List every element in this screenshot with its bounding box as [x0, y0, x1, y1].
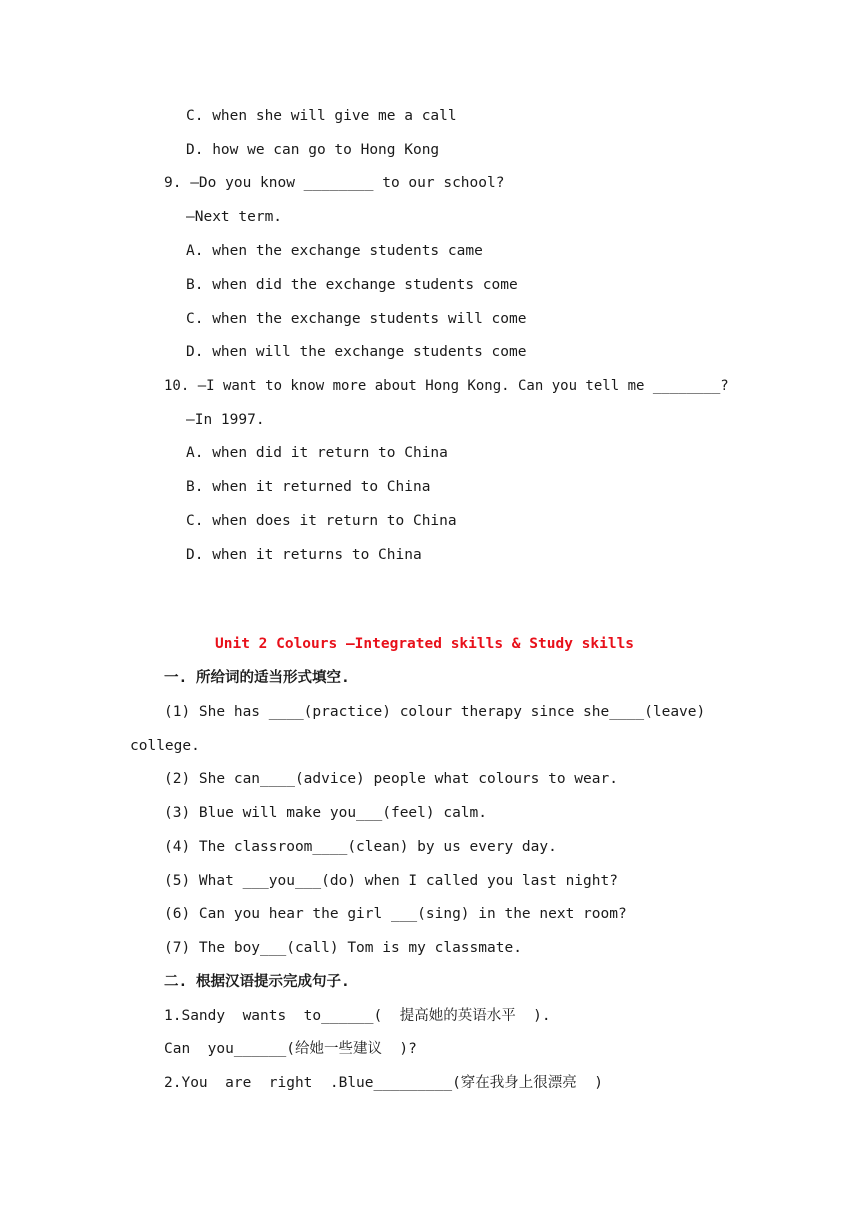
section-2-heading: 二. 根据汉语提示完成句子. — [164, 974, 350, 990]
q10-option-d: D. when it returns to China — [186, 547, 422, 563]
s2-item-2: 2.You are right .Blue_________(穿在我身上很漂亮 ) — [164, 1075, 603, 1091]
q9-question: 9. —Do you know ________ to our school? — [164, 175, 505, 191]
s1-item-7: (7) The boy___(call) Tom is my classmate. — [164, 940, 522, 956]
s1-item-1-line-2: college. — [130, 738, 200, 754]
section-1-heading: 一. 所给词的适当形式填空. — [164, 670, 350, 686]
unit-title: Unit 2 Colours –Integrated skills & Study skills — [215, 636, 635, 652]
q8-option-d: D. how we can go to Hong Kong — [186, 142, 440, 158]
q8-option-c: C. when she will give me a call — [186, 108, 457, 124]
s2-item-1-line-1: 1.Sandy wants to______( 提高她的英语水平 ). — [164, 1008, 551, 1024]
q9-option-c: C. when the exchange students will come — [186, 311, 527, 327]
s1-item-6: (6) Can you hear the girl ___(sing) in the next room? — [164, 906, 627, 922]
s1-item-2: (2) She can____(advice) people what colours to wear. — [164, 771, 618, 787]
s1-item-3: (3) Blue will make you___(feel) calm. — [164, 805, 488, 821]
q9-option-a: A. when the exchange students came — [186, 243, 483, 259]
q9-option-d: D. when will the exchange students come — [186, 344, 527, 360]
q9-answer: —Next term. — [186, 209, 283, 225]
q10-option-c: C. when does it return to China — [186, 513, 457, 529]
q10-question: 10. —I want to know more about Hong Kong. Can you tell me ________? — [164, 378, 729, 394]
s2-item-1-line-2: Can you______(给她一些建议 )? — [164, 1041, 417, 1057]
s1-item-1-line-1: (1) She has ____(practice) colour therapy since she____(leave) — [164, 704, 706, 720]
s1-item-5: (5) What ___you___(do) when I called you last night? — [164, 873, 618, 889]
q9-option-b: B. when did the exchange students come — [186, 277, 518, 293]
q10-option-a: A. when did it return to China — [186, 445, 448, 461]
q10-option-b: B. when it returned to China — [186, 479, 431, 495]
s1-item-4: (4) The classroom____(clean) by us every day. — [164, 839, 557, 855]
q10-answer: —In 1997. — [186, 412, 265, 428]
